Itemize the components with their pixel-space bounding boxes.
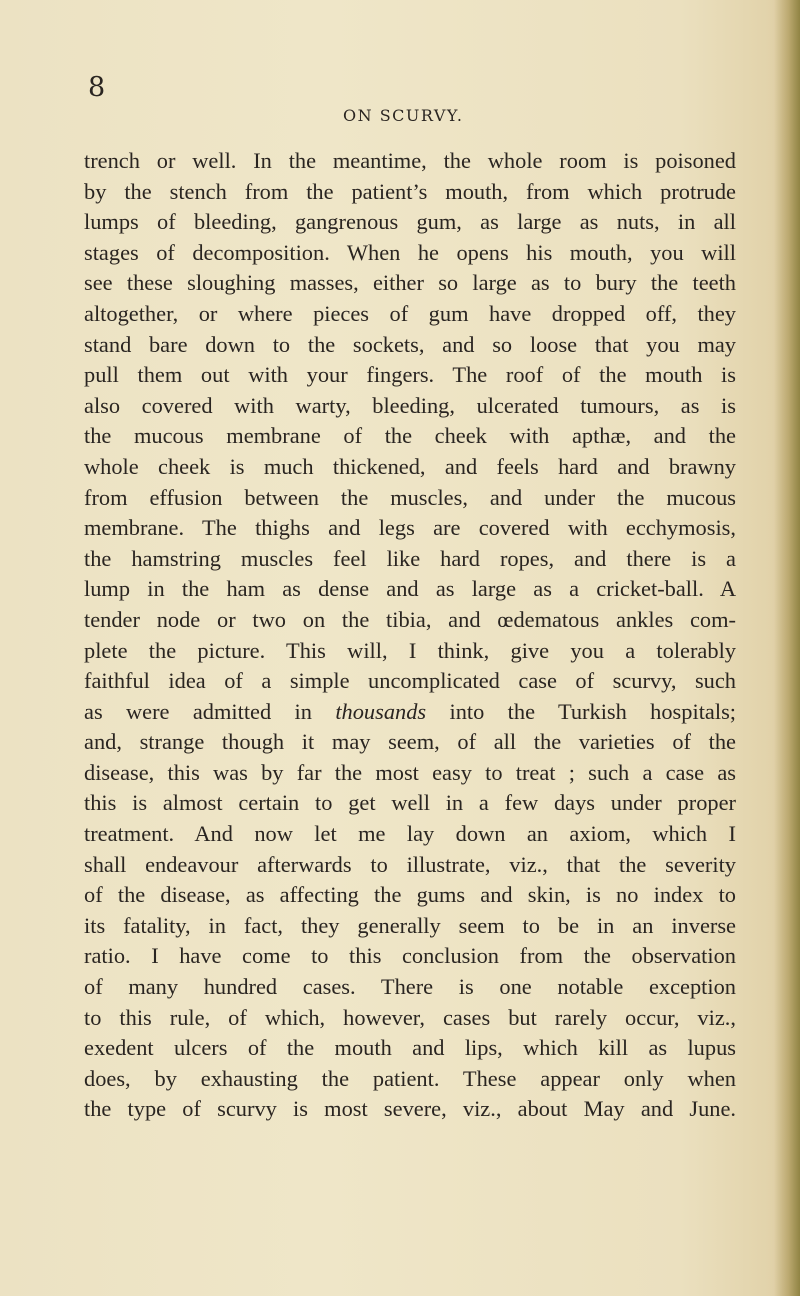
text-line (84, 146, 736, 177)
text-line-segment: trench or well. In the meantime, the whole room is poisoned (84, 148, 736, 173)
text-line (84, 1003, 736, 1034)
text-line-segment: into the Turkish hospitals; (426, 698, 737, 724)
text-line-segment: of the disease, as affecting the gums and skin, is no index to (84, 882, 736, 908)
text-line-segment: disease, this was by far the most easy to treat ; such a case as (84, 759, 736, 785)
text-line-segment: shall endeavour afterwards to illustrate, viz., that the severity (84, 851, 736, 877)
text-line (84, 941, 736, 972)
text-line (84, 880, 736, 911)
text-line-segment: this is almost certain to get well in a few days under proper (84, 790, 736, 816)
text-line-segment: tender node or two on the tibia, and œdematous ankles com- (84, 606, 736, 632)
text-line (84, 758, 736, 789)
body-text (84, 146, 736, 1125)
text-line (84, 972, 736, 1003)
text-line-segment: ratio. I have come to this conclusion from the observation (84, 943, 736, 969)
text-line-segment: see these sloughing masses, either so large as to bury the teeth (84, 270, 736, 296)
text-line (84, 177, 736, 208)
text-line (84, 330, 736, 361)
text-line-segment: altogether, or where pieces of gum have dropped off, they (84, 300, 736, 326)
text-line-segment: membrane. The thighs and legs are covered with ecchymosis, (84, 515, 736, 541)
text-line-segment: plete the picture. This will, I think, give you a tolerably (84, 637, 736, 663)
text-line (84, 299, 736, 330)
text-line (84, 483, 736, 514)
text-line-segment: the type of scurvy is most severe, viz., about May and June. (84, 1096, 736, 1122)
text-line (84, 727, 736, 758)
text-line-segment: from effusion between the muscles, and under the mucous (84, 484, 736, 510)
text-line (84, 850, 736, 881)
text-line-segment: faithful idea of a simple uncomplicated case of scurvy, such (84, 668, 736, 694)
text-line-segment: exedent ulcers of the mouth and lips, which kill as lupus (84, 1035, 736, 1061)
text-line (84, 207, 736, 238)
text-line-segment: the mucous membrane of the cheek with apthæ, and the (84, 423, 736, 449)
text-line-segment: its fatality, in fact, they generally seem to be in an inverse (84, 912, 736, 938)
text-line (84, 574, 736, 605)
text-line (84, 1064, 736, 1095)
text-line-segment: lump in the ham as dense and as large as a cricket-ball. A (84, 576, 736, 602)
running-head: ON SCURVY. (343, 106, 464, 125)
text-line (84, 697, 736, 728)
text-line-segment: does, by exhausting the patient. These appear only when (84, 1065, 736, 1091)
text-line (84, 636, 736, 667)
text-line (84, 1094, 736, 1125)
text-line (84, 360, 736, 391)
text-line (84, 788, 736, 819)
text-line-segment: pull them out with your fingers. The roof of the mouth is (84, 362, 736, 388)
text-line (84, 452, 736, 483)
text-line-segment: the hamstring muscles feel like hard ropes, and there is a (84, 545, 736, 571)
text-line (84, 513, 736, 544)
text-line (84, 605, 736, 636)
text-line-segment: whole cheek is much thickened, and feels hard and brawny (84, 453, 736, 479)
text-line-segment: also covered with warty, bleeding, ulcerated tumours, as is (84, 392, 736, 418)
text-line-segment: as were admitted in (84, 698, 336, 724)
text-line (84, 1033, 736, 1064)
text-line-segment: stand bare down to the sockets, and so loose that you may (84, 331, 736, 357)
text-line (84, 666, 736, 697)
page-edge-shadow (774, 0, 800, 1296)
text-line-segment: to this rule, of which, however, cases but rarely occur, viz., (84, 1004, 736, 1030)
text-line (84, 911, 736, 942)
text-line-segment: lumps of bleeding, gangrenous gum, as large as nuts, in all (84, 209, 736, 235)
text-line (84, 238, 736, 269)
text-line-segment: and, strange though it may seem, of all the varieties of the (84, 729, 736, 755)
text-line-segment: of many hundred cases. There is one notable exception (84, 974, 736, 1000)
page-number: 8 (88, 72, 106, 103)
text-line-segment: by the stench from the patient’s mouth, from which protrude (84, 178, 736, 204)
emphasized-text: thousands (335, 698, 427, 724)
text-line-segment: stages of decomposition. When he opens his mouth, you will (84, 239, 736, 265)
text-line (84, 268, 736, 299)
text-line (84, 391, 736, 422)
page-header (88, 62, 728, 125)
text-line-segment: treatment. And now let me lay down an axiom, which I (84, 821, 736, 847)
text-line (84, 544, 736, 575)
text-line (84, 421, 736, 452)
text-line (84, 819, 736, 850)
